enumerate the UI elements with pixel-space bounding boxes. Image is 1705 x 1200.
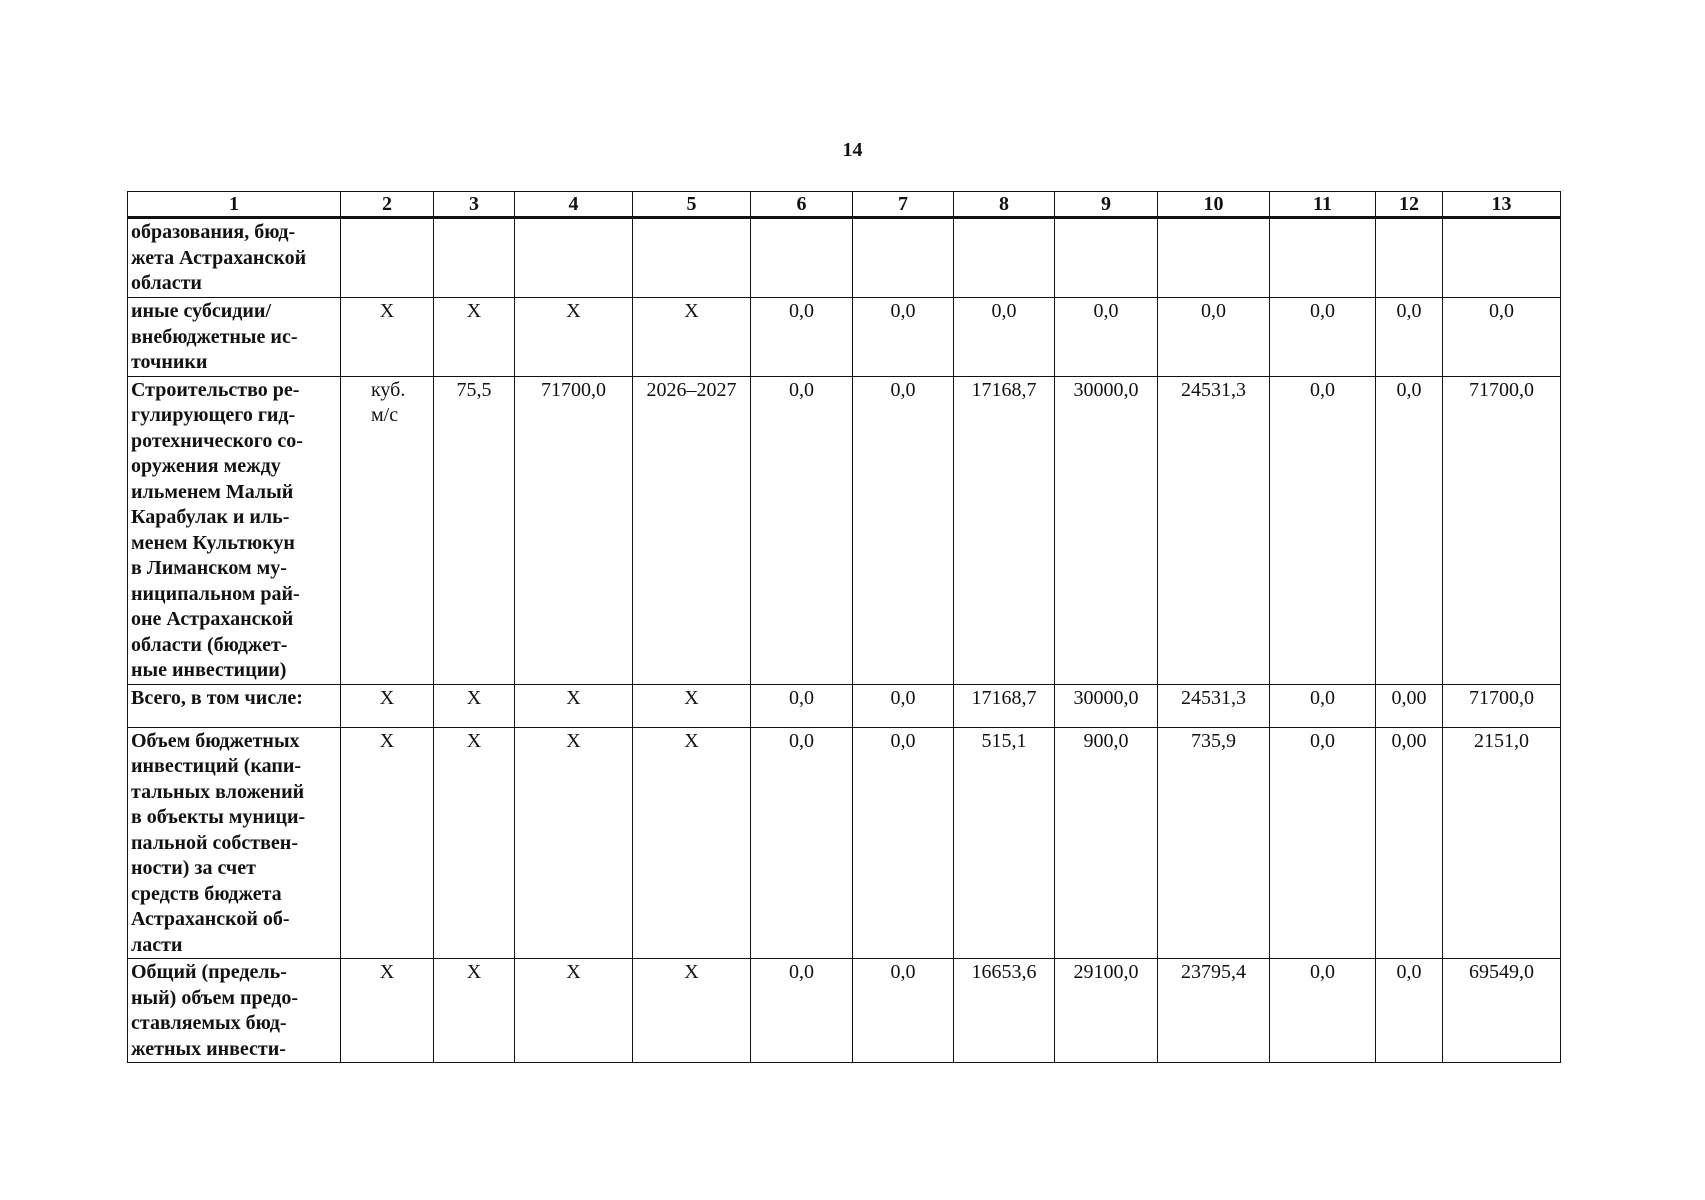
table-cell: 0,0 [751,376,853,684]
table-cell: 900,0 [1055,727,1158,959]
table-cell: X [341,959,434,1063]
table-cell: 0,0 [1443,298,1561,377]
column-header: 13 [1443,192,1561,218]
column-header: 6 [751,192,853,218]
table-row [128,959,1561,1063]
column-header: 4 [515,192,633,218]
table-cell: 0,0 [751,298,853,377]
table-cell: X [515,298,633,377]
table-cell: 0,0 [853,959,954,1063]
table-row [128,727,1561,959]
table-cell: 17168,7 [954,376,1055,684]
table-cell [751,218,853,298]
table-cell: 0,0 [853,684,954,727]
table-cell [1270,218,1376,298]
table-cell: 30000,0 [1055,376,1158,684]
table-row [128,298,1561,377]
table-cell: 0,0 [853,727,954,959]
table-cell: 24531,3 [1158,376,1270,684]
row-label: Общий (предель- ный) объем предо- ставляемых бюд- жетных инвести- [128,959,341,1063]
table-cell: 0,0 [954,298,1055,377]
table-row [128,684,1561,727]
table-cell: X [341,298,434,377]
table-cell: 69549,0 [1443,959,1561,1063]
table-cell: 17168,7 [954,684,1055,727]
table-cell: 515,1 [954,727,1055,959]
row-label: Объем бюджетных инвестиций (капи- тальных вложений в объекты муници- пальной собствен- ности) за счет средств бюджета Астраханской об- ласти [128,727,341,959]
page-number: 14 [842,139,863,161]
column-header: 5 [633,192,751,218]
table-cell: 71700,0 [515,376,633,684]
table-cell: X [633,727,751,959]
column-header: 10 [1158,192,1270,218]
table-cell [515,218,633,298]
table-cell: X [434,959,515,1063]
table-cell: X [434,684,515,727]
table-cell: 0,0 [1270,959,1376,1063]
column-header: 3 [434,192,515,218]
row-label: Всего, в том числе: [128,684,341,727]
column-header: 2 [341,192,434,218]
table-row [128,376,1561,684]
table-cell: X [515,684,633,727]
table-cell: X [515,959,633,1063]
table-cell: X [633,298,751,377]
column-header: 7 [853,192,954,218]
column-header: 9 [1055,192,1158,218]
table-cell: X [434,727,515,959]
table-cell: 2026–2027 [633,376,751,684]
table-cell: 0,0 [1158,298,1270,377]
table-cell [341,218,434,298]
table-cell: X [434,298,515,377]
table-cell: 0,0 [1270,727,1376,959]
table-cell: 0,0 [1376,959,1443,1063]
table-cell: 23795,4 [1158,959,1270,1063]
table-cell: 0,0 [751,684,853,727]
table-cell: 0,0 [1270,376,1376,684]
column-header: 1 [128,192,341,218]
table-cell: 0,0 [751,959,853,1063]
table-cell [954,218,1055,298]
column-header: 8 [954,192,1055,218]
table-cell [1376,218,1443,298]
table-cell: 71700,0 [1443,376,1561,684]
table-cell: 29100,0 [1055,959,1158,1063]
table-cell: куб. м/с [341,376,434,684]
table-cell: 0,0 [1055,298,1158,377]
table-cell: 0,0 [1376,298,1443,377]
table-cell: 0,0 [751,727,853,959]
table-cell: 71700,0 [1443,684,1561,727]
table-cell [1055,218,1158,298]
table-cell: X [515,727,633,959]
table-cell: X [633,684,751,727]
table-cell: 0,0 [1270,684,1376,727]
row-label: иные субсидии/ внебюджетные ис- точники [128,298,341,377]
table-cell: 0,0 [1376,376,1443,684]
header-row [128,192,1561,218]
table-cell [853,218,954,298]
column-header: 12 [1376,192,1443,218]
table-row [128,218,1561,298]
column-header: 11 [1270,192,1376,218]
table-cell: 0,0 [1270,298,1376,377]
table-cell: 0,0 [853,298,954,377]
row-label: образования, бюд- жета Астраханской области [128,218,341,298]
table-cell: X [633,959,751,1063]
table-cell: 0,00 [1376,684,1443,727]
table-cell: X [341,684,434,727]
table-cell: X [341,727,434,959]
table-cell: 2151,0 [1443,727,1561,959]
table-cell [434,218,515,298]
table-cell: 0,0 [853,376,954,684]
table-cell: 16653,6 [954,959,1055,1063]
table-cell [1158,218,1270,298]
table-cell: 75,5 [434,376,515,684]
table-cell [633,218,751,298]
table-body [128,218,1561,1063]
budget-table [127,191,1561,1063]
table-cell: 30000,0 [1055,684,1158,727]
table-cell: 735,9 [1158,727,1270,959]
row-label: Строительство ре- гулирующего гид- ротехнического со- оружения между ильменем Малый Карабулак и иль- менем Культюкун в Лиманском му- ниципальном рай- оне Астраханской области (бюджет- ные инвестиции) [128,376,341,684]
table-cell: 24531,3 [1158,684,1270,727]
table-cell: 0,00 [1376,727,1443,959]
table-cell [1443,218,1561,298]
